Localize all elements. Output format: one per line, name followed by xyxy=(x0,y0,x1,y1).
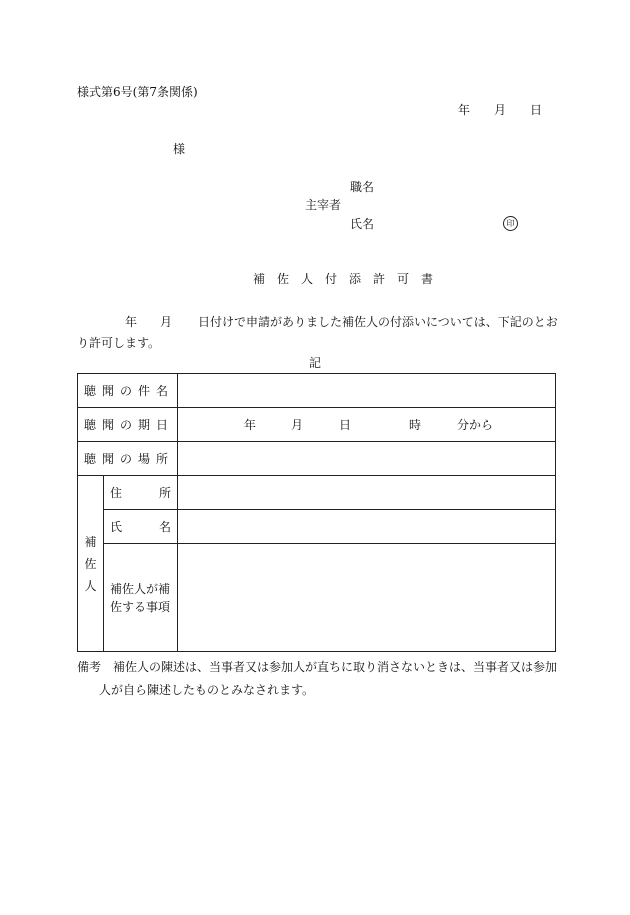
hosanin-group-label: 補 佐 人 xyxy=(78,476,104,652)
shoku-label: 職名 xyxy=(350,180,375,194)
address-label: 住 所 xyxy=(104,476,178,510)
matters-value xyxy=(178,544,556,652)
address-value xyxy=(178,476,556,510)
addressee-suffix: 様 xyxy=(173,142,186,156)
body-month: 月 xyxy=(160,315,173,329)
body-text-line2: り許可します。 xyxy=(77,336,161,350)
hearing-year: 年 xyxy=(244,418,257,432)
date-day: 日 xyxy=(530,103,543,117)
seal-mark: 印 xyxy=(503,216,518,231)
hearing-hour: 時 xyxy=(409,418,422,432)
document-title: 補 佐 人 付 添 許 可 書 xyxy=(253,272,434,286)
shimei-label: 氏名 xyxy=(350,217,375,231)
date-month: 月 xyxy=(494,103,507,117)
ki-label: 記 xyxy=(309,356,322,370)
table-row xyxy=(78,442,556,476)
row-value-subject xyxy=(178,374,556,408)
row-label-place: 聴聞の場所 xyxy=(78,442,178,476)
body-text-line1: 日付けで申請がありました補佐人の付添いについては、下記のとお xyxy=(198,315,558,329)
table-row xyxy=(78,476,556,510)
name-label: 氏 名 xyxy=(104,510,178,544)
table-row xyxy=(78,374,556,408)
row-label-subject: 聴聞の件名 xyxy=(78,374,178,408)
shusaisha-label: 主宰者 xyxy=(305,198,342,212)
date-year: 年 xyxy=(458,103,471,117)
hearing-month: 月 xyxy=(291,418,304,432)
note-line2: 人が自ら陳述したものとみなされます。 xyxy=(99,683,315,697)
row-value-place xyxy=(178,442,556,476)
body-year: 年 xyxy=(125,315,138,329)
hearing-minute: 分から xyxy=(457,418,494,432)
row-value-date xyxy=(178,408,556,442)
note-prefix: 備考 xyxy=(77,660,102,674)
matters-label: 補佐人が補 佐する事項 xyxy=(104,544,178,652)
row-label-date: 聴聞の期日 xyxy=(78,408,178,442)
hearing-day: 日 xyxy=(339,418,352,432)
table-row xyxy=(78,510,556,544)
form-label: 様式第6号(第7条関係) xyxy=(77,85,198,99)
table-row xyxy=(78,408,556,442)
table-row xyxy=(78,544,556,652)
record-table xyxy=(77,373,556,652)
note-line1: 補佐人の陳述は、当事者又は参加人が直ちに取り消さないときは、当事者又は参加 xyxy=(113,660,558,674)
name-value xyxy=(178,510,556,544)
